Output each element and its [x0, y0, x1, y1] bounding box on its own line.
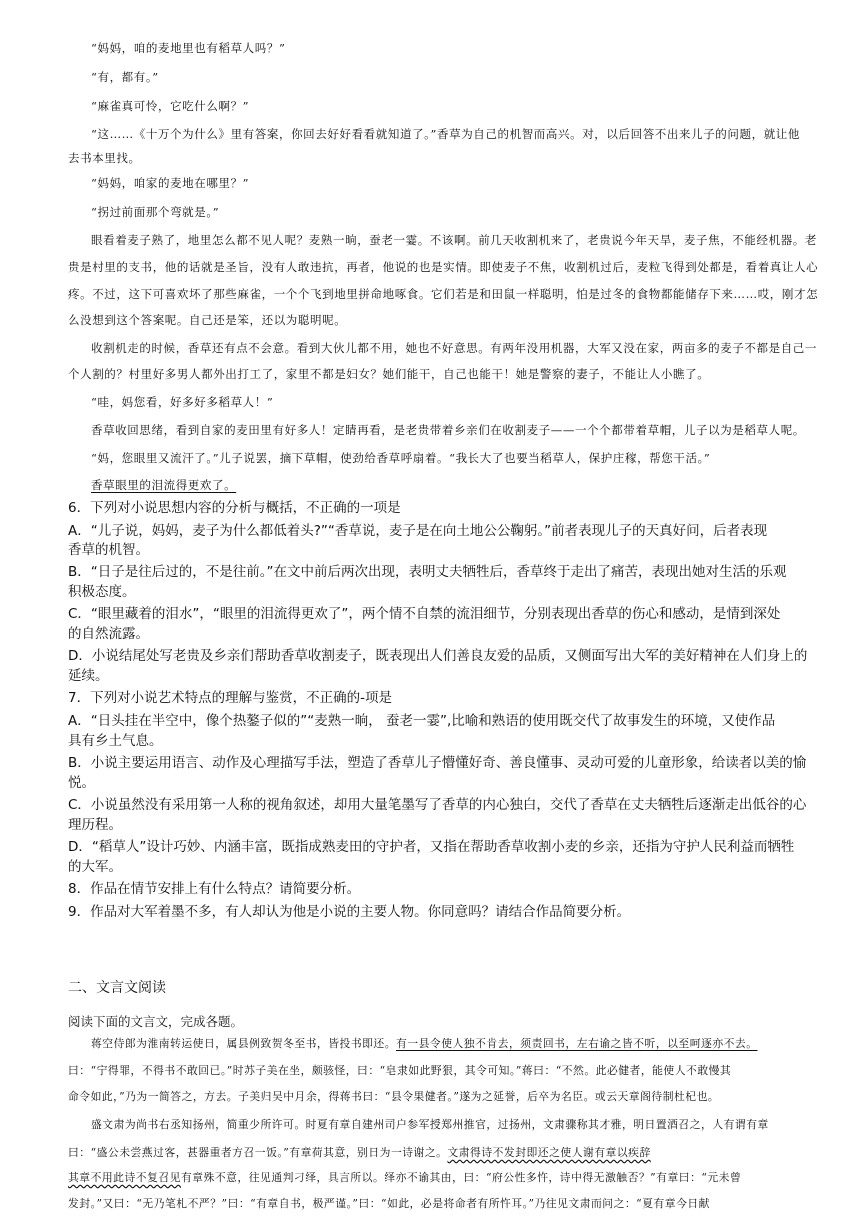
- passage-line: [91, 1117, 769, 1132]
- story-paragraph: “麻雀真可怜，它吃什么啊？”: [91, 99, 250, 113]
- option-7b-cont: 悦。: [68, 775, 95, 791]
- question-7: 7．下列对小说艺术特点的理解与鉴赏，不正确的-项是: [68, 690, 392, 706]
- passage-text-underlined: 有一县令使人独不肯去，须责回书，左右谕之皆不听，以至呵逐亦不去。: [396, 1037, 758, 1050]
- story-paragraph: 香草收回思绪，看到自家的麦田里有好多人！定睛再看，是老贵带着乡亲们在收割麦子——一个个都带着草帽，儿子以为是稻草人呢。: [91, 423, 805, 437]
- option-6c: C．“眼里藏着的泪水”，“眼里的泪流得更欢了”，两个情不自禁的流泪细节，分别表现出香草的伤心和感动，是情到深处: [68, 606, 781, 622]
- passage-line: 曰：“宁得罪，不得书不敢回已。”时苏子美在坐，颇骇怪，曰：“皂隶如此野狠，其令可知。”蒋曰：“不然。此必健者，能使人不敢慢其: [68, 1064, 732, 1077]
- story-paragraph-cont: 个人割的？村里好多男人都外出打工了，家里不都是妇女？她们能干，自己也能干！她是警察的妻子，不能让人小瞧了。: [68, 367, 710, 381]
- passage-line: 命令如此，”乃为一简答之，方去。子美归吴中月余，得蒋书曰：“县令果健者。”遂为之延誉，后卒为名臣。或云天章阁待制杜杞也。: [68, 1090, 720, 1103]
- question-8: 8．作品在情节安排上有什么特点？请简要分析。: [68, 881, 361, 897]
- option-7b: B．小说主要运用语言、动作及心理描写手法，塑造了香草儿子懵懂好奇、善良懂事、灵动可爱的儿童形象，给读者以美的愉: [68, 755, 807, 771]
- option-6b-cont: 积极态度。: [68, 584, 136, 600]
- question-6: 6．下列对小说思想内容的分析与概括，不正确的一项是: [68, 500, 401, 516]
- option-6b: B．“日子是往后过的，不是往前。”在文中前后两次出现，表明丈夫牺牲后，香草终于走出了痛苦，表现出她对生活的乐观: [68, 564, 787, 580]
- section-instruction: 阅读下面的文言文，完成各题。: [68, 1014, 244, 1029]
- story-paragraph-cont: 去书本里找。: [68, 151, 141, 165]
- passage-line: [68, 1145, 651, 1160]
- option-6d-cont: 延续。: [68, 668, 109, 684]
- section-heading: 二、文言文阅读: [68, 980, 166, 996]
- passage-text: 蒋空侍郎为淮南转运使日，属县例致贺冬至书，皆投书即还。: [91, 1037, 397, 1050]
- passage-text-wavy: 其章不用此诗不复召见: [68, 1171, 181, 1184]
- passage-text-wavy: 文肃得诗不发封即还之使人谢有章以疾辞: [447, 1146, 651, 1159]
- option-6c-cont: 的自然流露。: [68, 626, 149, 642]
- passage-text: 有章殊不意，往见通判刁绎，具言所以。绎亦不谕其由，曰：“府公性多忤，诗中得无激触否？”有章曰：“元未曾: [180, 1171, 742, 1184]
- passage-line: [91, 1036, 758, 1051]
- story-paragraph: “妈，您眼里又流汗了。”儿子说罢，摘下草帽，使劲给香草呼扇着。“我长大了也要当稻草人，保护庄稼，帮您干活。”: [91, 451, 711, 465]
- story-paragraph: 收割机走的时候，香草还有点不会意。看到大伙儿都不用，她也不好意思。有两年没用机器，大军又没在家，两亩多的麦子不都是自己一: [91, 341, 817, 355]
- story-paragraph: “哇，妈您看，好多好多稻草人！”: [91, 395, 274, 409]
- passage-line: 发封。”又曰：“无乃笔札不严？”曰：“有章自书，极严谨。”曰：“如此，必是将命者有所忤耳。”乃往见文肃而问之：“夏有章今日献: [68, 1197, 710, 1210]
- passage-line: [68, 1170, 741, 1185]
- option-7a: A．“日头挂在半空中，像个热鏊子似的”“麦熟一晌， 蚕老一霎”,比喻和熟语的使用既交代了故事发生的环境，又使作品: [68, 713, 776, 729]
- option-7c-cont: 理历程。: [68, 817, 122, 833]
- passage-text: 曰：“盛公未尝燕过客，甚器重者方召一饭。”有章荷其意，别日为一诗谢之。: [68, 1146, 448, 1159]
- story-paragraph-cont: 么没想到这个答案呢。自己还是笨，还以为聪明呢。: [68, 313, 347, 327]
- option-6a-cont: 香草的机智。: [68, 542, 149, 558]
- passage-text: 盛文肃为尚书右丞知扬州，简重少所许可。时夏有章自建州司户参军授郑州推官，过扬州，文肃骤称其才雅，明日置酒召之，人有谓有章: [91, 1118, 769, 1131]
- option-7c: C．小说虽然没有采用第一人称的视角叙述，却用大量笔墨写了香草的内心独白，交代了香草在丈夫牺牲后逐渐走出低谷的心: [68, 797, 807, 813]
- story-paragraph-cont: 疼。不过，这下可喜欢坏了那些麻雀，一个个飞到地里拼命地啄食。它们若是和田鼠一样聪明，怕是过冬的食物都能储存下来……哎，刚才怎: [68, 287, 819, 301]
- option-7d: D．“稻草人”设计巧妙、内涵丰富，既指成熟麦田的守护者，又指在帮助香草收割小麦的乡亲，还指为守护人民利益而牺牲: [68, 839, 795, 855]
- story-paragraph: “拐过前面那个弯就是。”: [91, 205, 220, 219]
- story-paragraph: “这……《十万个为什么》里有答案，你回去好好看看就知道了。”香草为自己的机智而高兴。对，以后回答不出来儿子的问题，就让他: [91, 127, 801, 141]
- option-6d: D．小说结尾处写老贵及乡亲们帮助香草收割麦子，既表现出人们善良友爱的品质，又侧面写出大军的美好精神在人们身上的: [68, 648, 808, 664]
- story-paragraph: “妈妈，咱家的麦地在哪里？”: [91, 176, 250, 190]
- option-7a-cont: 具有乡土气息。: [68, 733, 163, 749]
- story-paragraph-underlined: 香草眼里的泪流得更欢了。: [91, 478, 237, 492]
- story-paragraph: “有，都有。”: [91, 70, 159, 84]
- story-paragraph: “妈妈，咱的麦地里也有稻草人吗？”: [91, 41, 286, 55]
- story-paragraph: 眼看着麦子熟了，地里怎么都不见人呢？麦熟一晌，蚕老一霎。不该啊。前几天收割机来了，老贵说今年天旱，麦子焦，不能经机器。老: [91, 233, 817, 247]
- question-9: 9．作品对大军着墨不多，有人却认为他是小说的主要人物。你同意吗？请结合作品简要分析。: [68, 904, 631, 920]
- option-6a: A．“儿子说，妈妈，麦子为什么都低着头?”“香草说，麦子是在向土地公公鞠躬。”前者表现儿子的天真好问，后者表现: [68, 523, 768, 539]
- option-7d-cont: 的大军。: [68, 859, 122, 875]
- story-paragraph-cont: 贵是村里的支书，他的话就是圣旨，没有人敢违抗，再者，他说的也是实情。即使麦子不焦，收割机过后，麦粒飞得到处都是，看着真让人心: [68, 260, 819, 274]
